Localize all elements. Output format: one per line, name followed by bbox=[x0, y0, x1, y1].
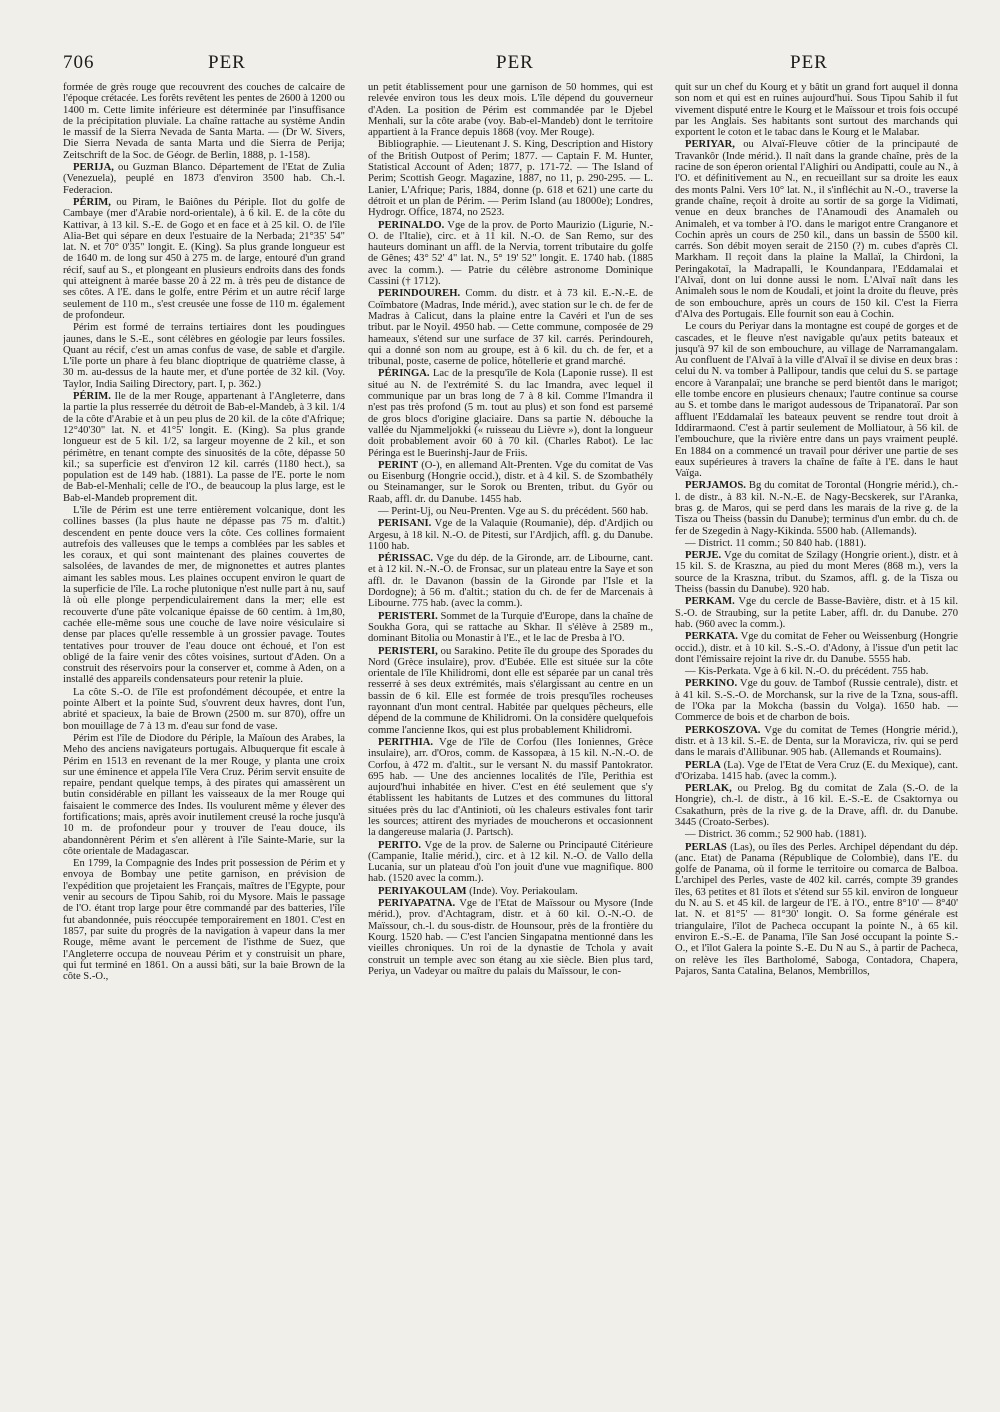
entry-text: Le cours du Periyar dans la montagne est coupé de gorges et de cascades, et le fleuve n'est navigable qu'aux petits bateaux et jusqu'à 97 kil de son embouchure, au village de Narramangalam. Au confluent de l'Alvaï à la ville d'Alvaï il se divise en deux bras : celui du N. va tomber à Pallipour, tandis que celui du S. se partage encore à Varanpalaï; une branche se perd bientôt dans le marigot; elle tombe encore en plusieurs chenaux; l'autre continue sa course au S. et tombe dans le marigot audessous de Tripanatoraï. Par son affluent l'Eddamalaï les bateaux peuvent se rendre tout droit à Iddirarmaond. C'est à partir seulement de Molliatour, à 56 kil. de l'embouchure, que la rivière entre dans un pays vraiment peuplé. En 1884 on a commencé un travail pour dériver une partie de ses eaux supérieures à travers la chaîne de faîte à l'E. dans le haut Vaïga. bbox=[675, 321, 958, 480]
dictionary-entry bbox=[368, 518, 653, 552]
entry-text: — District. 36 comm.; 52 900 hab. (1881). bbox=[685, 829, 867, 841]
entry-text: Vge du comitat de Temes (Hongrie mérid.), distr. et à 13 kil. S.-E. de Denta, sur la Moravicza, riv. qui se perd dans le marais d'Allibunar. 905 hab. (Allemands et Roumains). bbox=[675, 724, 958, 759]
entry-text: ou Sarakino. Petite île du groupe des Sporades du Nord (Grèce insulaire), prov. d'Eubée. Elle est située sur la côte orientale de l'île Khilidromi, dont elle est séparée par un canal très resserré à ses deux extrémités, mais s'élargissant au centre en un bassin de 6 kil. Elle est formée de trois presqu'îles rocheuses rayonnant d'un mont central. Habitée par quelques pêcheurs, elle dépend de la commune de Khilidromi. On la considère quelquefois comme l'ancienne Ikos, qui est plus probablement Khilidromi. bbox=[368, 645, 653, 736]
dictionary-entry bbox=[368, 553, 653, 609]
entry-headword: PERIJA, bbox=[73, 162, 114, 174]
entry-text: Bg du comitat de Torontal (Hongrie mérid.), ch.-l. de distr., à 83 kil. N.-N.-E. de Nagy-Becskerek, sur l'Aranka, bras g. de Maros, qui se perd dans les marais de la rive g. de la Tisza ou Theiss (bassin du Danube); terminus d'un embr. du ch. de fer de Szegedin à Nagy-Kikinda. 5500 hab. (Allemands). bbox=[675, 480, 958, 537]
dictionary-entry bbox=[63, 391, 345, 504]
entry-headword: PERIYAPATNA. bbox=[378, 898, 456, 910]
entry-headword: PERKAM. bbox=[685, 596, 735, 608]
entry-headword: PERLAS bbox=[685, 841, 727, 853]
entry-text: Sommet de la Turquie d'Europe, dans la chaîne de Soukha Gora, qui se rattache au Skhar. Il s'élève à 2589 m., dominant Bitolia ou Monastir à l'E., et le lac de Presba à l'O. bbox=[368, 610, 653, 645]
entry-text: Vge de l'île de Corfou (Iles Ioniennes, Grèce insulaire), arr. d'Oros, comm. de Kassopæa, à 15 kil. N.-N.-O. de Corfou, à 472 m. d'altit., sur le versant N. du massif Pantokrator. 695 hab. — Une des anciennes localités de l'île, Perithia est aujourd'hui inhabitée en hiver. C'est en été seulement que s'y établissent les habitants de Lutzes et des communes du littoral situées près du lac d'Antinioti, où les chaleurs estivales font tarir les sources; attirent des myriades de moucherons et occasionnent la dangereuse malaria (J. Partsch). bbox=[368, 736, 653, 839]
entry-headword: PERKATA. bbox=[685, 631, 738, 643]
entry-headword: PERIYAR, bbox=[685, 139, 735, 151]
entry-text: Vge du dép. de la Gironde, arr. de Libourne, cant. et à 12 kil. N.-N.-O. de Fronsac, sur un plateau entre la Saye et son affl. dr. le Davanon (bassin de la Gironde par l'Isle et la Dordogne); à 56 m. d'altit.; station du ch. de fer de Marcenais à Libourne. 775 hab. (avec la comm.). bbox=[368, 553, 653, 610]
entry-headword: PERINDOUREH. bbox=[378, 288, 461, 300]
entry-headword: PERJE. bbox=[685, 550, 722, 562]
entry-headword: PÉRINGA. bbox=[378, 368, 430, 380]
dictionary-entry bbox=[63, 162, 345, 196]
entry-text: L'île de Périm est une terre entièrement volcanique, dont les collines basses (la plus haute ne dépasse pas 75 m. d'altit.) descendent en pente douce vers la côte. Ces collines formaient autrefois des valleuses que le temps a comblées par les sables et les coraux, et qui sont maintenant des plaines couvertes de salsolées, de lavandes de mer, de mignonettes et autres plantes aimant les sables mous. Les plaines occupent environ le quart de la superficie de l'île. La roche plutonique n'est nulle part à nu, sauf là où elle plonge perpendiculairement dans la mer; elle est recouverte d'une pâte volcanique épaisse de 60 centim. à 1m,80, cachée elle-même sous une couche de lave noire vésiculaire si dense par places qu'elle ressemble à un grossier pavage. Toutes tentatives pour trouver de l'eau douce ont échoué, et l'on est obligé de la faire venir des côtes voisines, surtout d'Aden. On a construit des réservoirs pour la conserver et, comme à Aden, on a installé des appareils condensateurs pour retenir la pluie. bbox=[63, 504, 345, 686]
entry-headword: PERITHIA. bbox=[378, 736, 434, 748]
entry-headword: PERJAMOS. bbox=[685, 480, 746, 492]
entry-text: Vge du comitat de Szilagy (Hongrie orient.), distr. et à 15 kil. S. de Kraszna, au pied du mont Meres (868 m.), vers la source de la Kraszna, tribut. du Szamos, affl. g. de la Tisza ou Theiss (bassin du Danube). 920 hab. bbox=[675, 550, 958, 596]
dictionary-entry bbox=[368, 288, 653, 367]
dictionary-entry bbox=[368, 220, 653, 288]
paragraph bbox=[63, 733, 345, 857]
running-head-right: PER bbox=[790, 52, 828, 73]
dictionary-entry bbox=[368, 840, 653, 885]
entry-headword: PERLA bbox=[685, 759, 721, 771]
entry-text: ou Alvaï-Fleuve côtier de la principauté de Travankôr (Inde mérid.). Il naît dans la grande chaîne, près de la racine de son éperon oriental l'Alighiri ou Andipatti, coule au N., à l'O. et définitivement au N., en recueillant sur sa droite les eaux des monts Palni. Vers 10° lat. N., il s'infléchit au N.-O., traverse la grande chaîne, reçoit à droite au sortir de sa gorge la Vidimati, venue en deux branches de l'Anamoudi des Anamaleh ou Animaleh, et va tomber à l'O. dans le marigot entre Cranganore et Cochin après un cours de 250 kil., dans un bassin de 5500 kil. carrés. Son débit moyen serait de 2150 (?) m. cubes d'après Cl. Markham. Il reçoit dans la plaine la Mallaï, la Chirdoni, la Peringakotaï, la Madrapalli, le Koundanpara, l'Eddamalai et l'Alvaï, dont on lui donne aussi le nom. L'Alvaï naît dans les Animaleh sous le nom de Koudali, et joint la droite du fleuve, près de son embouchure, après un cours de 150 kil. C'est la Fierra d'Alva des Portugais. Elle fournit son eau à Cochin. bbox=[675, 139, 958, 320]
paragraph bbox=[368, 506, 653, 517]
entry-headword: PERKINO. bbox=[685, 678, 738, 690]
dictionary-entry bbox=[675, 783, 958, 828]
dictionary-entry bbox=[63, 197, 345, 321]
entry-text: ou Guzman Blanco. Département de l'Etat de Zulia (Venezuela), peuplé en 1873 d'environ 3500 hab. Ch.-l. Federacion. bbox=[63, 162, 345, 196]
entry-text: formée de grès rouge que recouvrent des couches de calcaire de l'époque crétacée. Les forêts revêtent les pentes de 2600 à 1200 ou 1400 m. Cette limite inférieure est déterminée par l'insuffisance de la précipitation pluviale. La chaîne rattache au système Andin le massif de la Sierra Nevada de Santa Marta. — (Dr W. Sivers, Die Sierra Nevada de santa Marta und die Sierra de Perija; Zeitschrift de la Soc. de Géogr. de Berlin, 1888, p. 1-158). bbox=[63, 82, 345, 161]
entry-text: Vge de la prov. de Porto Maurizio (Ligurie, N.-O. de l'Italie), circ. et à 11 kil. N.-O. de San Remo, sur des hauteurs dominant un affl. de la Nervia, torrent tributaire du golfe de Gênes; 43° 52' 4" lat. N., 5° 19' 52" longit. E. 1740 hab. (1885 avec la comm.). — Patrie du célèbre astronome Dominique Cassini († 1712). bbox=[368, 219, 653, 288]
paragraph bbox=[63, 82, 345, 161]
entry-text: Vge du gouv. de Tambof (Russie centrale), distr. et à 41 kil. S.-S.-O. de Morchansk, sur la rive de la Tzna, sous-affl. de l'Oka par la Mokcha (bassin du Volga). 1650 hab. — Commerce de bois et de charbon de bois. bbox=[675, 678, 958, 724]
entry-text: ou Prelog. Bg du comitat de Zala (S.-O. de la Hongrie), ch.-l. de distr., à 16 kil. E.-S.-E. de Csaktornya ou Csakathurn, près de la rive g. de la Drave, affl. dr. du Danube. 3445 (Croato-Serbes). bbox=[675, 783, 958, 828]
paragraph bbox=[63, 687, 345, 732]
dictionary-entry bbox=[675, 480, 958, 536]
entry-text: un petit établissement pour une garnison de 50 hommes, qui est relevée environ tous les deux mois. L'île dépend du gouverneur d'Aden. La position de Périm est commandée par le Djebel Menhali, sur la côte arabe (voy. Bab-el-Mandeb) dont le territoire appartient à la France depuis 1868 (voy. Mer Rouge). bbox=[368, 82, 653, 139]
paragraph bbox=[675, 538, 958, 549]
entry-text: (Inde). Voy. Periakoulam. bbox=[469, 885, 578, 897]
paragraph bbox=[63, 858, 345, 982]
entry-text: Lac de la presqu'île de Kola (Laponie russe). Il est situé au N. de l'extrémité S. du lac Imandra, avec lequel il communique par un bras long de 7 à 8 kil. Comme l'Imandra il n'est pas très profond (5 m. tout au plus) et son fond est parsemé de gros blocs d'origine glaciaire. Dans sa partie N. débouche la vallée du Njammeljokki (« ruisseau du Lièvre »), dont la longueur doit probablement avoir 60 à 70 kil. (Charles Rabot). Le lac Péringa est le Buerinshj-Jaur de Friis. bbox=[368, 368, 653, 459]
entry-text: (Las), ou îles des Perles. Archipel dépendant du dép. (anc. Etat) de Panama (République de Colombie), dans l'E. du golfe de Panama, où il forme le territoire ou comarca de Balboa. L'archipel des Perles, vaste de 402 kil. carrés, compte 39 grandes îles, 63 petites et 81 îlots et s'étend sur 55 kil. environ de longueur du N. au S. et 45 kil. de largeur de l'E. à l'O., entre 8°10' — 8°40' lat. N. et 81°5' — 81°30' longit. O. Sa forme générale est triangulaire, l'îlot de Pacheca occupant la pointe N., à 65 kil. environ E.-S.-E. de Panama, l'île San José occupant la pointe S.-O., et l'îlot Galera la pointe S.-E. Du N au S., à partir de Pacheca, on relève les îles Bartholomé, Saboga, Contadora, Chapera, Pajaros, Santa Catalina, Belanos, Membrillos, bbox=[675, 841, 958, 977]
entry-text: Comm. du distr. et à 73 kil. E.-N.-E. de Coïmbatore (Madras, Inde mérid.), avec station sur le ch. de fer de Madras à Calicut, dans la plaine entre la Cavéri et l'un de ses tribut. par le Noyil. 4950 hab. — Cette commune, composée de 29 hameaux, s'étend sur une surface de 37 kil. carrés. Perindoureh, qui a donné son nom au groupe, est à 6 kil. du ch. de fer, et a tribunal, poste, caserne de police, hôtellerie et grand marché. bbox=[368, 288, 653, 368]
dictionary-entry bbox=[675, 842, 958, 978]
entry-headword: PÉRIM, bbox=[73, 196, 111, 208]
entry-text: Périm est l'île de Diodore du Périple, la Maïoun des Arabes, la Meho des anciens navigateurs portugais. Albuquerque fit escale à Périm en 1513 en revenant de la mer Rouge, y planta une croix sur une éminence et appela l'île Vera Cruz. Périm servit ensuite de repaire, pendant quelque temps, à des pirates qui amassèrent un butin considérable en pillant les vaisseaux de la mer Rouge qui faisaient le commerce des Indes. Ils voulurent même y élever des fortifications; mais, après avoir inutilement creusé la roche jusqu'à 10 m. de profondeur pour y trouver de l'eau douce, ils abandonnèrent Périm et s'en allèrent à l'île Sainte-Marie, sur la côte orientale de Madagascar. bbox=[63, 732, 345, 857]
entry-text: Vge de la Valaquie (Roumanie), dép. d'Ardjich ou Argesu, à 18 kil. N.-O. de Pitesti, sur l'Ardjich, affl. g. du Danube. 1100 hab. bbox=[368, 518, 653, 552]
paragraph bbox=[63, 322, 345, 390]
paragraph bbox=[675, 829, 958, 840]
entry-headword: PERITO. bbox=[378, 839, 422, 851]
entry-text: En 1799, la Compagnie des Indes prit possession de Périm et y envoya de Bombay une petite garnison, en prévision de l'expédition que projetaient les Français, maîtres de l'Egypte, pour venir au secours de Tipou Sahib, roi du Mysore. Mais le passage de l'O. étant trop large pour être commandé par des batteries, l'île fut abandonnée, puis réoccupée temporairement en 1801. C'est en 1857, par suite du progrès de la navigation à vapeur dans la mer Rouge, même avant le percement de l'isthme de Suez, que l'Angleterre occupa de nouveau Périm et y construisit un phare, qui fut terminé en 1861. On a aussi bâti, sur la baie Brown de la côte S.-O., bbox=[63, 858, 345, 983]
paragraph bbox=[675, 666, 958, 677]
dictionary-entry bbox=[368, 611, 653, 645]
entry-headword: PERINALDO. bbox=[378, 219, 445, 231]
running-head-left: PER bbox=[208, 52, 246, 73]
entry-text: Bibliographie. — Lieutenant J. S. King, Description and History of the British Outpost of Perim; 1877. — Captain F. M. Hunter, Statistical Account of Aden; 1877, p. 171-72. — The Island of Perim; Scottish Geogr. Magazine, 1887, no 11, p. 290-295. — L. Lanier, L'Afrique; Paris, 1884, donne (p. 618 et 621) une carte du détroit et un plan de Périm. — Perim Island (au 18000e); Londres, Hydrogr. Office, 1874, no 2523. bbox=[368, 139, 653, 219]
entry-headword: PERIYAKOULAM bbox=[378, 885, 467, 897]
paragraph bbox=[63, 505, 345, 686]
text-column-2 bbox=[368, 82, 653, 1382]
entry-text: La côte S.-O. de l'île est profondément découpée, et entre la pointe Albert et la pointe Sud, s'ouvrent deux havres, dont l'un, abrité et spacieux, la baie de Brown (2500 m. sur 870), offre un bon mouillage de 7 à 13 m. d'eau sur fond de vase. bbox=[63, 686, 345, 732]
text-column-1 bbox=[63, 82, 345, 1382]
dictionary-entry bbox=[675, 760, 958, 783]
page-number: 706 bbox=[63, 52, 95, 73]
running-head-center: PER bbox=[496, 52, 534, 73]
dictionary-entry bbox=[368, 460, 653, 505]
entry-text: Vge de la prov. de Salerne ou Principauté Citérieure (Campanie, Italie mérid.), circ. et à 12 kil. N.-O. de Vallo della Lucania, sur un plateau d'où l'on jouit d'une vue magnifique. 800 hab. (1520 avec la comm.). bbox=[368, 839, 653, 885]
dictionary-entry bbox=[675, 139, 958, 320]
dictionary-entry bbox=[368, 886, 653, 897]
entry-text: Périm est formé de terrains tertiaires dont les poudingues jaunes, dans le S.-E., sont célèbres en géologie par leurs fossiles. Quant au récif, c'est un amas confus de vase, de sable et d'argile. L'île porte un phare à feu blanc dioptrique de quatrième classe, à 30 m. au-dessus de la haute mer, et d'une portée de 32 kil. (Voy. Taylor, India Sailing Directory, part. I, p. 362.) bbox=[63, 322, 345, 390]
entry-headword: PÉRISSAC. bbox=[378, 553, 434, 565]
entry-text: (La). Vge de l'Etat de Vera Cruz (E. du Mexique), cant. d'Orizaba. 1415 hab. (avec la comm.). bbox=[675, 759, 958, 782]
entry-headword: PÉRIM. bbox=[73, 391, 111, 403]
dictionary-entry bbox=[368, 368, 653, 458]
entry-headword: PERISTERI. bbox=[378, 610, 438, 622]
entry-text: — Kis-Perkata. Vge à 6 kil. N.-O. du précédent. 755 hab. bbox=[685, 666, 929, 678]
entry-text: Vge du cercle de Basse-Bavière, distr. et à 15 kil. S.-O. de Straubing, sur la petite Laber, affl. dr. du Danube. 270 hab. (960 avec la comm.). bbox=[675, 596, 958, 630]
entry-headword: PERINT bbox=[378, 459, 419, 471]
entry-headword: PERISANI. bbox=[378, 518, 432, 530]
entry-text: — District. 11 comm.; 50 840 hab. (1881). bbox=[685, 537, 867, 549]
entry-text: quit sur un chef du Kourg et y bâtit un grand fort auquel il donna son nom et qui est en ruines aujourd'hui. Sous Tipou Sahib il fut vivement disputé entre le Kourg et le Maïssour et trois fois occupé par les Anglais. Ses habitants sont surtout des marchands qui exportent le coton et le tabac dans le Kourg et le Malabar. bbox=[675, 82, 958, 139]
paragraph bbox=[675, 82, 958, 138]
dictionary-entry bbox=[675, 550, 958, 595]
entry-text: (O-), en allemand Alt-Prenten. Vge du comitat de Vas ou Eisenburg (Hongrie occid.), distr. et à 4 kil. S. de Szombathély ou Steinamanger, sur le Sorok ou Brenten, tribut. du Györ ou Raab, affl. dr. du Danube. 1455 hab. bbox=[368, 459, 653, 505]
entry-text: Vge de l'Etat de Maïssour ou Mysore (Inde mérid.), prov. d'Achtagram, distr. et à 60 kil. O.-N.-O. de Maïssour, ch.-l. du sous-distr. de Hounsour, près de la frontière du Kourg. 1520 hab. — C'est l'ancien Singapatna mentionné dans les vieilles chroniques. Un roi de la dynastie de Tchola y avait construit un temple avec son étang au xie siècle. Bien plus tard, Periya, un Vadeyar ou maître du palais du Maïssour, le con- bbox=[368, 898, 653, 977]
dictionary-entry bbox=[368, 898, 653, 977]
dictionary-entry bbox=[368, 737, 653, 839]
paragraph bbox=[368, 82, 653, 138]
text-column-3 bbox=[675, 82, 958, 1382]
dictionary-entry bbox=[675, 596, 958, 630]
dictionary-entry bbox=[675, 725, 958, 759]
entry-headword: PERLAK, bbox=[685, 783, 732, 795]
dictionary-entry bbox=[675, 631, 958, 665]
entry-headword: PERKOSZOVA. bbox=[685, 724, 761, 736]
entry-text: Vge du comitat de Feher ou Weissenburg (Hongrie occid.), distr. et à 10 kil. S.-S.-O. d'Adony, à l'issue d'un petit lac dont l'émissaire rejoint la rive dr. du Danube. 5555 hab. bbox=[675, 631, 958, 665]
entry-text: — Perint-Uj, ou Neu-Prenten. Vge au S. du précédent. 560 hab. bbox=[378, 505, 649, 517]
paragraph bbox=[675, 321, 958, 479]
entry-text: Ile de la mer Rouge, appartenant à l'Angleterre, dans la partie la plus resserrée du détroit de Bab-el-Mandeb, à 3 kil. 1/4 de la côte d'Arabie et à un peu plus de 20 kil. de la côte d'Afrique; 12°40'30" lat. N. et 41°5' longit. E. (King). Sa plus grande longueur est de 5 kil. 1/2, sa largeur moyenne de 2 kil., et son périmètre, en tenant compte des sinuosités de la côte, dépasse 50 kil.; sa superficie est d'environ 12 kil. carrés (1180 hect.), sa population est de 149 hab. (1881). La passe de l'E. porte le nom de Bab-el-Menhali; celle de l'O., de beaucoup la plus large, est le Bab-el-Mandeb proprement dit. bbox=[63, 391, 345, 504]
page-header bbox=[0, 52, 1000, 84]
paragraph bbox=[368, 139, 653, 218]
dictionary-entry bbox=[368, 646, 653, 736]
entry-headword: PERISTERI, bbox=[378, 645, 438, 657]
dictionary-entry bbox=[675, 678, 958, 723]
entry-text: ou Piram, le Baiônes du Périple. Ilot du golfe de Cambaye (mer d'Arabie nord-orientale), à 6 kil. E. de la côte du Kattivar, à 13 kil. S.-E. de Gogo et en face et à 25 kil. O. de l'île Alia-Bet qui sépare en deux l'estuaire de la Nerbada; 21°35' 54" lat. N. et 70° 0'35" longit. E. (King). Sa plus grande longueur est de 1640 m. de long sur 450 à 275 m. de large, entouré d'un grand récif, sauf au S., et plongeant en plusieurs endroits dans des fonds qui atteignent à marée basse 20 à 22 m. à très peu de distance de ses côtes. A l'E. dans le golfe, entre Périm et un autre récif large seulement de 110 m., s'est creusée une fosse de 110 m. également de profondeur. bbox=[63, 196, 345, 321]
